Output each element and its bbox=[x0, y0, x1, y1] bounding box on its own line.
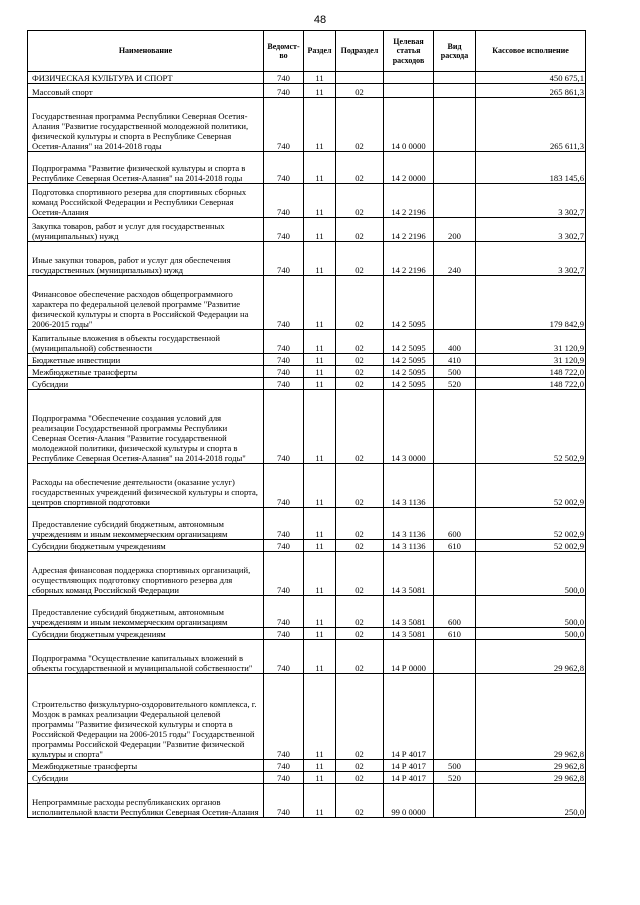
table-row bbox=[28, 354, 586, 366]
cell-section: 11 bbox=[304, 390, 336, 464]
cell-amount: 52 002,9 bbox=[476, 464, 586, 508]
cell-section: 11 bbox=[304, 784, 336, 818]
cell-target: 14 2 2196 bbox=[384, 242, 434, 276]
header-name: Наименование bbox=[28, 31, 264, 72]
cell-target: 14 Р 4017 bbox=[384, 760, 434, 772]
cell-target: 14 2 2196 bbox=[384, 184, 434, 218]
cell-section: 11 bbox=[304, 330, 336, 354]
cell-amount: 52 002,9 bbox=[476, 540, 586, 552]
cell-dept: 740 bbox=[264, 366, 304, 378]
cell-dept: 740 bbox=[264, 390, 304, 464]
cell-name: Строительство физкультурно-оздоровительного комплекса, г. Моздок в рамках реализации Федеральной целевой программы "Развитие физической культуры и спорта в Российской Федерации на 2006-2015 годы" Государственной программы Российской Федерации "Развитие физической культуры и спорта" bbox=[28, 674, 264, 760]
cell-amount: 3 302,7 bbox=[476, 184, 586, 218]
table-row bbox=[28, 508, 586, 540]
cell-dept: 740 bbox=[264, 242, 304, 276]
cell-subsection: 02 bbox=[336, 464, 384, 508]
table-row bbox=[28, 98, 586, 152]
cell-target: 14 3 0000 bbox=[384, 390, 434, 464]
cell-target: 14 0 0000 bbox=[384, 98, 434, 152]
cell-section: 11 bbox=[304, 628, 336, 640]
cell-name: Субсидии bbox=[28, 378, 264, 390]
cell-section: 11 bbox=[304, 540, 336, 552]
cell-type: 610 bbox=[434, 540, 476, 552]
cell-name: Предоставление субсидий бюджетным, автономным учреждениям и иным некоммерческим организациям bbox=[28, 508, 264, 540]
cell-type: 240 bbox=[434, 242, 476, 276]
cell-amount: 29 962,8 bbox=[476, 640, 586, 674]
cell-type bbox=[434, 72, 476, 84]
cell-target: 14 3 5081 bbox=[384, 596, 434, 628]
cell-section: 11 bbox=[304, 152, 336, 184]
header-section: Раздел bbox=[304, 31, 336, 72]
cell-subsection: 02 bbox=[336, 354, 384, 366]
cell-amount: 183 145,6 bbox=[476, 152, 586, 184]
cell-amount: 500,0 bbox=[476, 628, 586, 640]
table-row bbox=[28, 242, 586, 276]
cell-dept: 740 bbox=[264, 674, 304, 760]
cell-dept: 740 bbox=[264, 276, 304, 330]
cell-amount: 3 302,7 bbox=[476, 218, 586, 242]
cell-section: 11 bbox=[304, 378, 336, 390]
cell-subsection: 02 bbox=[336, 218, 384, 242]
table-row bbox=[28, 276, 586, 330]
cell-target: 14 Р 4017 bbox=[384, 772, 434, 784]
cell-name: Межбюджетные трансферты bbox=[28, 760, 264, 772]
cell-section: 11 bbox=[304, 552, 336, 596]
cell-type bbox=[434, 640, 476, 674]
cell-dept: 740 bbox=[264, 552, 304, 596]
cell-subsection: 02 bbox=[336, 98, 384, 152]
cell-dept: 740 bbox=[264, 218, 304, 242]
cell-type: 500 bbox=[434, 760, 476, 772]
cell-dept: 740 bbox=[264, 72, 304, 84]
cell-dept: 740 bbox=[264, 640, 304, 674]
cell-type bbox=[434, 98, 476, 152]
cell-name: Финансовое обеспечение расходов общепрограммного характера по федеральной целевой программе "Развитие физической культуры и спорта в Российской Федерации на 2006-2015 годы" bbox=[28, 276, 264, 330]
cell-subsection: 02 bbox=[336, 152, 384, 184]
table-row bbox=[28, 378, 586, 390]
cell-section: 11 bbox=[304, 366, 336, 378]
cell-target: 14 2 5095 bbox=[384, 366, 434, 378]
cell-type: 600 bbox=[434, 596, 476, 628]
cell-amount: 265 861,3 bbox=[476, 84, 586, 98]
cell-amount: 52 502,9 bbox=[476, 390, 586, 464]
cell-subsection: 02 bbox=[336, 366, 384, 378]
cell-subsection: 02 bbox=[336, 276, 384, 330]
cell-dept: 740 bbox=[264, 184, 304, 218]
cell-subsection: 02 bbox=[336, 628, 384, 640]
cell-target: 14 3 1136 bbox=[384, 508, 434, 540]
cell-target: 14 2 5095 bbox=[384, 378, 434, 390]
cell-type bbox=[434, 152, 476, 184]
header-subsection: Подраздел bbox=[336, 31, 384, 72]
cell-target: 14 2 2196 bbox=[384, 218, 434, 242]
cell-section: 11 bbox=[304, 772, 336, 784]
cell-type bbox=[434, 84, 476, 98]
cell-subsection: 02 bbox=[336, 84, 384, 98]
cell-name: Расходы на обеспечение деятельности (оказание услуг) государственных учреждений физической культуры и спорта, центров спортивной подготовки bbox=[28, 464, 264, 508]
page-number: 48 bbox=[313, 14, 327, 26]
cell-dept: 740 bbox=[264, 628, 304, 640]
cell-dept: 740 bbox=[264, 508, 304, 540]
cell-target: 14 3 5081 bbox=[384, 628, 434, 640]
cell-subsection: 02 bbox=[336, 772, 384, 784]
cell-dept: 740 bbox=[264, 540, 304, 552]
table-row bbox=[28, 464, 586, 508]
budget-table bbox=[27, 30, 586, 818]
cell-name: Субсидии бюджетным учреждениям bbox=[28, 540, 264, 552]
cell-subsection: 02 bbox=[336, 784, 384, 818]
cell-section: 11 bbox=[304, 674, 336, 760]
cell-target: 14 2 5095 bbox=[384, 276, 434, 330]
cell-name: Иные закупки товаров, работ и услуг для обеспечения государственных (муниципальных) нужд bbox=[28, 242, 264, 276]
cell-amount: 500,0 bbox=[476, 596, 586, 628]
cell-type bbox=[434, 276, 476, 330]
cell-target: 14 3 5081 bbox=[384, 552, 434, 596]
table-row bbox=[28, 772, 586, 784]
cell-type bbox=[434, 390, 476, 464]
cell-section: 11 bbox=[304, 84, 336, 98]
cell-name: Закупка товаров, работ и услуг для государственных (муниципальных) нужд bbox=[28, 218, 264, 242]
cell-target: 14 2 5095 bbox=[384, 354, 434, 366]
cell-name: Капитальные вложения в объекты государственной (муниципальной) собственности bbox=[28, 330, 264, 354]
cell-name: Массовый спорт bbox=[28, 84, 264, 98]
table-row bbox=[28, 674, 586, 760]
table-row bbox=[28, 760, 586, 772]
cell-dept: 740 bbox=[264, 596, 304, 628]
cell-target: 14 Р 4017 bbox=[384, 674, 434, 760]
cell-type bbox=[434, 674, 476, 760]
table-row bbox=[28, 330, 586, 354]
cell-target: 14 Р 0000 bbox=[384, 640, 434, 674]
cell-amount: 500,0 bbox=[476, 552, 586, 596]
cell-name: Подпрограмма "Осуществление капитальных вложений в объекты государственной и муниципальной собственности" bbox=[28, 640, 264, 674]
cell-amount: 148 722,0 bbox=[476, 366, 586, 378]
cell-dept: 740 bbox=[264, 784, 304, 818]
cell-type: 500 bbox=[434, 366, 476, 378]
cell-subsection: 02 bbox=[336, 330, 384, 354]
cell-section: 11 bbox=[304, 640, 336, 674]
table-row bbox=[28, 72, 586, 84]
header-amount: Кассовое исполнение bbox=[476, 31, 586, 72]
cell-subsection: 02 bbox=[336, 552, 384, 596]
cell-name: Предоставление субсидий бюджетным, автономным учреждениям и иным некоммерческим организациям bbox=[28, 596, 264, 628]
table-row bbox=[28, 640, 586, 674]
cell-name: Бюджетные инвестиции bbox=[28, 354, 264, 366]
cell-subsection bbox=[336, 72, 384, 84]
cell-name: Непрограммные расходы республиканских органов исполнительной власти Республики Северная Осетия-Алания bbox=[28, 784, 264, 818]
cell-amount: 250,0 bbox=[476, 784, 586, 818]
table-row bbox=[28, 596, 586, 628]
cell-type: 520 bbox=[434, 772, 476, 784]
cell-target: 14 2 5095 bbox=[384, 330, 434, 354]
cell-section: 11 bbox=[304, 276, 336, 330]
cell-target: 99 0 0000 bbox=[384, 784, 434, 818]
cell-dept: 740 bbox=[264, 330, 304, 354]
cell-type: 410 bbox=[434, 354, 476, 366]
cell-subsection: 02 bbox=[336, 390, 384, 464]
cell-subsection: 02 bbox=[336, 378, 384, 390]
cell-target bbox=[384, 72, 434, 84]
cell-dept: 740 bbox=[264, 354, 304, 366]
table-row bbox=[28, 84, 586, 98]
cell-section: 11 bbox=[304, 464, 336, 508]
cell-section: 11 bbox=[304, 760, 336, 772]
table-row bbox=[28, 184, 586, 218]
cell-amount: 29 962,8 bbox=[476, 674, 586, 760]
cell-name: Субсидии бюджетным учреждениям bbox=[28, 628, 264, 640]
cell-section: 11 bbox=[304, 354, 336, 366]
cell-name: Адресная финансовая поддержка спортивных организаций, осуществляющих подготовку спортивного резерва для сборных команд Российской Федерации bbox=[28, 552, 264, 596]
cell-section: 11 bbox=[304, 596, 336, 628]
cell-type: 600 bbox=[434, 508, 476, 540]
cell-target bbox=[384, 84, 434, 98]
table-row bbox=[28, 552, 586, 596]
cell-dept: 740 bbox=[264, 98, 304, 152]
cell-subsection: 02 bbox=[336, 508, 384, 540]
cell-subsection: 02 bbox=[336, 674, 384, 760]
cell-subsection: 02 bbox=[336, 596, 384, 628]
cell-name: Субсидии bbox=[28, 772, 264, 784]
cell-subsection: 02 bbox=[336, 640, 384, 674]
cell-amount: 52 002,9 bbox=[476, 508, 586, 540]
cell-dept: 740 bbox=[264, 772, 304, 784]
cell-name: Подпрограмма "Обеспечение создания условий для реализации Государственной программы Республики Северная Осетия-Алания "Развитие государственной молодежной политики, физической культуры и спорта в Республике Северная Осетия-Алания" на 2014-2018 годы" bbox=[28, 390, 264, 464]
cell-amount: 179 842,9 bbox=[476, 276, 586, 330]
table-row bbox=[28, 390, 586, 464]
cell-dept: 740 bbox=[264, 378, 304, 390]
cell-subsection: 02 bbox=[336, 760, 384, 772]
cell-target: 14 2 0000 bbox=[384, 152, 434, 184]
cell-type bbox=[434, 464, 476, 508]
cell-name: Подготовка спортивного резерва для спортивных сборных команд Российской Федерации и Республики Северная Осетия-Алания bbox=[28, 184, 264, 218]
cell-amount: 31 120,9 bbox=[476, 330, 586, 354]
cell-amount: 148 722,0 bbox=[476, 378, 586, 390]
cell-dept: 740 bbox=[264, 152, 304, 184]
cell-dept: 740 bbox=[264, 84, 304, 98]
cell-amount: 31 120,9 bbox=[476, 354, 586, 366]
cell-type bbox=[434, 184, 476, 218]
cell-target: 14 3 1136 bbox=[384, 540, 434, 552]
header-target: Целевая статья расходов bbox=[384, 31, 434, 72]
cell-section: 11 bbox=[304, 98, 336, 152]
cell-name: ФИЗИЧЕСКАЯ КУЛЬТУРА И СПОРТ bbox=[28, 72, 264, 84]
table-row bbox=[28, 218, 586, 242]
header-row bbox=[28, 31, 586, 72]
cell-name: Государственная программа Республики Северная Осетия-Алания "Развитие государственной молодежной политики, физической культуры и спорта в Республике Северная Осетия-Алания" на 2014-2018 годы bbox=[28, 98, 264, 152]
cell-target: 14 3 1136 bbox=[384, 464, 434, 508]
header-dept: Ведомст-во bbox=[264, 31, 304, 72]
cell-type: 200 bbox=[434, 218, 476, 242]
cell-subsection: 02 bbox=[336, 540, 384, 552]
table-row bbox=[28, 540, 586, 552]
cell-section: 11 bbox=[304, 508, 336, 540]
cell-type: 400 bbox=[434, 330, 476, 354]
cell-dept: 740 bbox=[264, 464, 304, 508]
cell-amount: 29 962,8 bbox=[476, 772, 586, 784]
cell-amount: 29 962,8 bbox=[476, 760, 586, 772]
cell-subsection: 02 bbox=[336, 184, 384, 218]
cell-name: Межбюджетные трансферты bbox=[28, 366, 264, 378]
cell-dept: 740 bbox=[264, 760, 304, 772]
cell-amount: 265 611,3 bbox=[476, 98, 586, 152]
table-row bbox=[28, 628, 586, 640]
header-type: Вид расхода bbox=[434, 31, 476, 72]
table-row bbox=[28, 366, 586, 378]
table-row bbox=[28, 152, 586, 184]
cell-name: Подпрограмма "Развитие физической культуры и спорта в Республике Северная Осетия-Алания" на 2014-2018 годы bbox=[28, 152, 264, 184]
table-row bbox=[28, 784, 586, 818]
cell-type: 610 bbox=[434, 628, 476, 640]
cell-type bbox=[434, 552, 476, 596]
cell-subsection: 02 bbox=[336, 242, 384, 276]
cell-section: 11 bbox=[304, 184, 336, 218]
cell-amount: 3 302,7 bbox=[476, 242, 586, 276]
cell-type: 520 bbox=[434, 378, 476, 390]
cell-amount: 450 675,1 bbox=[476, 72, 586, 84]
cell-section: 11 bbox=[304, 72, 336, 84]
cell-section: 11 bbox=[304, 218, 336, 242]
cell-type bbox=[434, 784, 476, 818]
cell-section: 11 bbox=[304, 242, 336, 276]
